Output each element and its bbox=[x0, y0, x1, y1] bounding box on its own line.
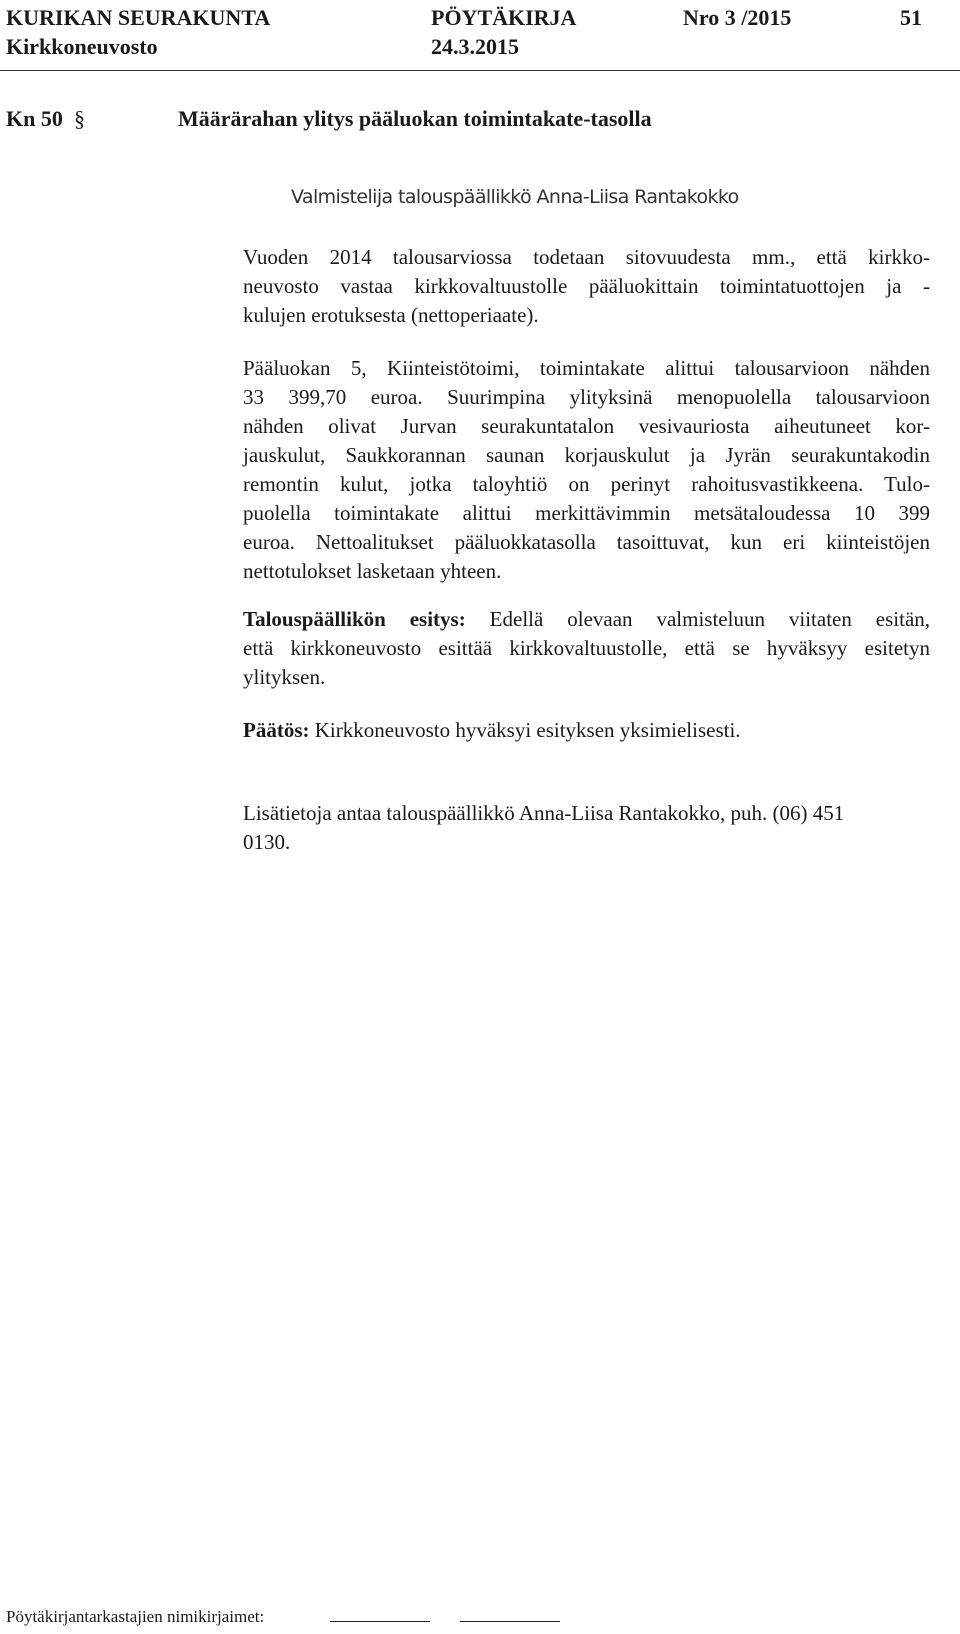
text-line bbox=[243, 605, 930, 634]
text-line: Vuoden 2014 talousarviossa todetaan sitovuudesta mm., että kirkko- bbox=[243, 245, 930, 269]
text-line: neuvosto vastaa kirkkovaltuustolle pääluokittain toimintatuottojen ja - bbox=[243, 274, 930, 298]
page-number: 51 bbox=[900, 5, 922, 30]
section-symbol: § bbox=[74, 106, 85, 131]
text-line: 33 399,70 euroa. Suurimpina ylityksinä menopuolella talousarvioon bbox=[243, 385, 930, 409]
text-line: nähden olivat Jurvan seurakuntatalon vesivauriosta aiheutuneet kor- bbox=[243, 414, 930, 438]
decision-text: Kirkkoneuvosto hyväksyi esityksen yksimielisesti. bbox=[314, 718, 741, 742]
signature-line bbox=[330, 1621, 430, 1622]
paragraph-realestate bbox=[243, 354, 930, 586]
section-number: Kn 50 bbox=[6, 106, 63, 131]
signatures-label: Pöytäkirjantarkastajien nimikirjaimet: bbox=[6, 1607, 265, 1626]
text-line: remontin kulut, jotka taloyhtiö on perinyt rahoitusvastikkeena. Tulo- bbox=[243, 472, 930, 496]
text-line: euroa. Nettoalitukset pääluokkatasolla tasoittuvat, kun eri kiinteistöjen bbox=[243, 530, 930, 554]
text-line: jauskulut, Saukkorannan saunan korjauskulut ja Jyrän seurakuntakodin bbox=[243, 443, 930, 467]
decision-paragraph bbox=[243, 716, 930, 745]
meeting-date: 24.3.2015 bbox=[431, 34, 519, 59]
signature-line bbox=[460, 1621, 560, 1622]
preparer-line: Valmistelija talouspäällikkö Anna-Liisa Rantakokko bbox=[291, 186, 739, 208]
proposal-paragraph bbox=[243, 605, 930, 692]
more-info-paragraph bbox=[243, 799, 930, 857]
text-line: kulujen erotuksesta (nettoperiaate). bbox=[243, 303, 539, 327]
text-line: 0130. bbox=[243, 830, 291, 854]
text-line: ylityksen. bbox=[243, 665, 326, 689]
paragraph-budget-binding bbox=[243, 243, 930, 330]
section-title: Määrärahan ylitys pääluokan toimintakate-tasolla bbox=[178, 106, 652, 131]
text-line: että kirkkoneuvosto esittää kirkkovaltuustolle, että se hyväksyy esitetyn bbox=[243, 636, 930, 660]
body-name: Kirkkoneuvosto bbox=[6, 34, 158, 59]
document-type: PÖYTÄKIRJA bbox=[431, 5, 577, 30]
text-line bbox=[243, 716, 930, 745]
org-name: KURIKAN SEURAKUNTA bbox=[6, 5, 271, 30]
text-line: Pääluokan 5, Kiinteistötoimi, toimintakate alittui talousarvioon nähden bbox=[243, 356, 930, 380]
text-line: puolella toimintakate alittui merkittävimmin metsätaloudessa 10 399 bbox=[243, 501, 930, 525]
decision-label: Päätös: bbox=[243, 718, 310, 742]
document-number: Nro 3 /2015 bbox=[683, 5, 792, 30]
proposal-text: Edellä olevaan valmisteluun viitaten esitän, bbox=[489, 607, 931, 631]
proposal-label: Talouspäällikön esitys: bbox=[243, 607, 466, 631]
header-rule bbox=[0, 70, 960, 71]
text-line: nettotulokset lasketaan yhteen. bbox=[243, 559, 502, 583]
text-line: Lisätietoja antaa talouspäällikkö Anna-Liisa Rantakokko, puh. (06) 451 bbox=[243, 801, 845, 825]
